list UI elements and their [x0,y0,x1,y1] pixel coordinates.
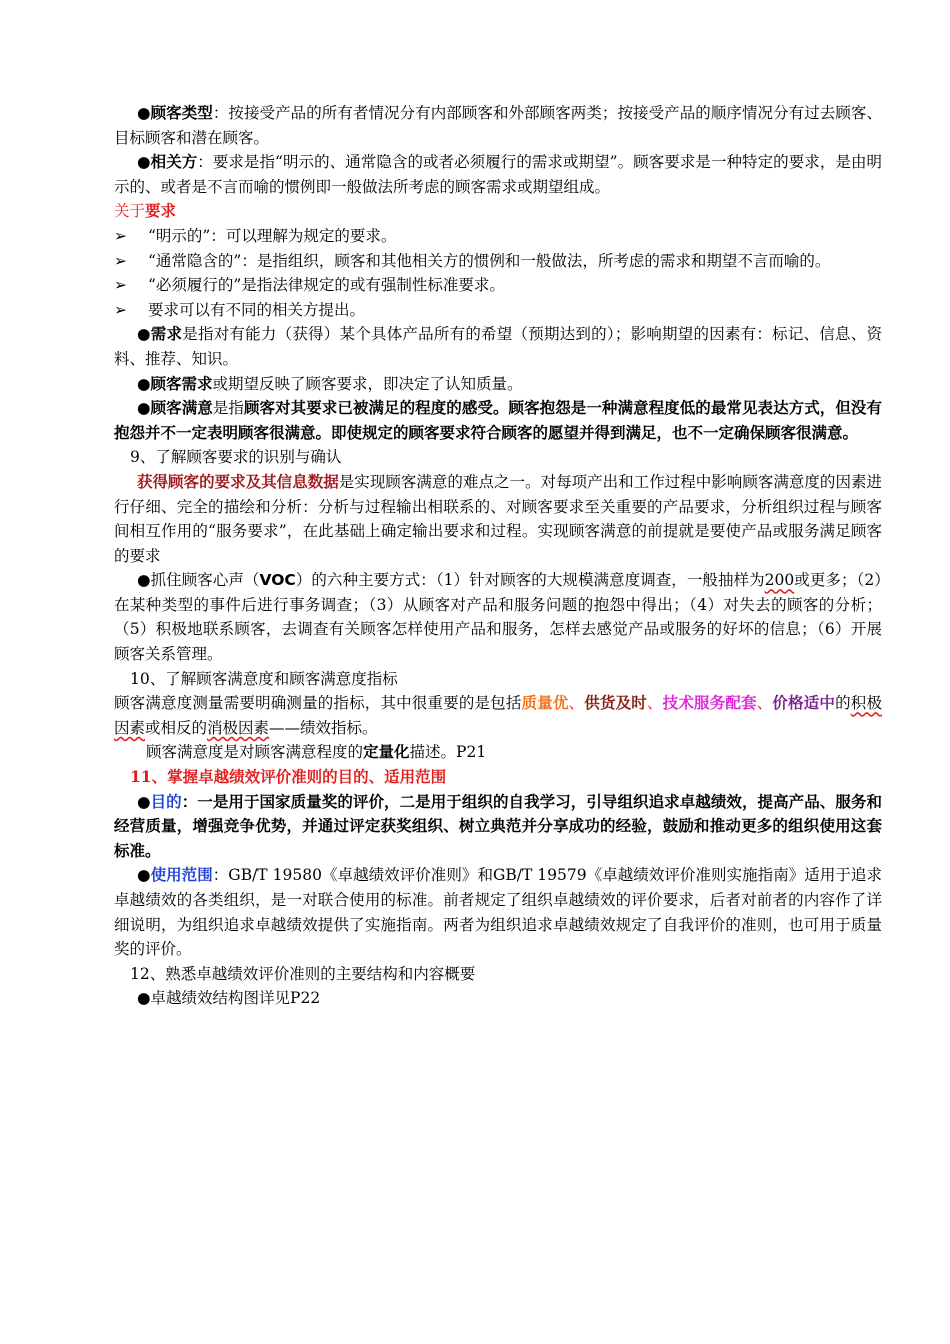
paragraph-satisfaction-indicators: 顾客满意度测量需要明确测量的指标，其中很重要的是包括质量优、供货及时、技术服务配套、价格适中的积极因素或相反的消极因素——绩效指标。 [114,693,882,737]
bullet-icon: ● [137,866,151,885]
paragraph-purpose: ●目的：一是用于国家质量奖的评价，二是用于组织的自我学习，引导组织追求卓越绩效，提高产品、服务和经营质量，增强竞争优势，并通过评定获奖组织、树立典范并分享成功的经验，鼓励和推动更多的组织使用这套标准。 [114,791,882,860]
arrow-bullet-icon: ➢ [114,276,127,295]
bullet-icon: ● [137,399,151,418]
arrow-list-item: ➢ “明示的”：可以理解为规定的要求。 [114,224,882,249]
document-body [114,101,882,1011]
heading-section-11: 11、掌握卓越绩效评价准则的目的、适用范围 [130,767,447,787]
paragraph-customer-satisfaction: ●顾客满意是指顾客对其要求已被满足的程度的感受。顾客抱怨是一种满意程度低的最常见表达方式，但没有抱怨并不一定表明顾客很满意。即使规定的顾客要求符合顾客的愿望并得到满足，也不一定确保顾客很满意。 [114,398,882,442]
paragraph-voc: ●抓住顾客心声（VOC）的六种主要方式：（1）针对顾客的大规模满意度调查，一般抽样为200或更多；（2）在某种类型的事件后进行事务调查；（3）从顾客对产品和服务问题的抱怨中得出；（4）对失去的顾客的分析；（5）积极地联系顾客，去调查有关顾客怎样使用产品和服务，怎样去感觉产品或服务的好坏的信息；（6）开展顾客关系管理。 [114,571,882,664]
arrow-bullet-icon: ➢ [114,226,127,245]
arrow-list-item: ➢ 要求可以有不同的相关方提出。 [114,298,882,323]
bullet-icon: ● [137,571,151,590]
paragraph-obtaining-requirements: 获得顾客的要求及其信息数据是实现顾客满意的难点之一。对每项产出和工作过程中影响顾客满意度的因素进行仔细、完全的描绘和分析：分析与过程输出相联系的、对顾客要求至关重要的产品要求，分析组织过程与顾客间相互作用的“服务要求”，在此基础上确定输出要求和过程。实现顾客满意的前提就是要使产品或服务满足顾客的要求 [114,471,882,565]
paragraph-scope: ●使用范围：GB/T 19580《卓越绩效评价准则》和GB/T 19579《卓越绩效评价准则实施指南》适用于追求卓越绩效的各类组织，是一对联合使用的标准。前者规定了组织卓越绩效的评价要求，后者对前者的内容作了详细说明，为组织追求卓越绩效提供了实施指南。两者为组织追求卓越绩效规定了自我评价的准则，也可用于质量奖的评价。 [114,865,882,959]
paragraph-customer-needs: ●顾客需求或期望反映了顾客要求，即决定了认知质量。 [137,373,523,393]
bullet-icon: ● [137,325,151,344]
bullet-icon: ● [137,374,151,393]
heading-section-9: 9、了解顾客要求的识别与确认 [130,448,342,467]
heading-section-12: 12、熟悉卓越绩效评价准则的主要结构和内容概要 [130,964,476,983]
paragraph-structure-diagram: ●卓越绩效结构图详见P22 [137,989,321,1008]
arrow-list-item: ➢ “通常隐含的”：是指组织，顾客和其他相关方的惯例和一般做法，所考虑的需求和期望不言而喻的。 [114,249,882,274]
heading-about-requirements: 关于要求 [114,201,177,221]
arrow-list-item: ➢ “必须履行的”是指法律规定的或有强制性标准要求。 [114,273,882,298]
bullet-icon: ● [137,153,151,172]
bullet-icon: ● [137,104,151,122]
bullet-icon: ● [137,791,151,811]
heading-section-10: 10、了解顾客满意度和顾客满意度指标 [130,669,398,688]
bullet-icon: ● [137,989,151,1008]
paragraph-needs: ●需求是指对有能力（获得）某个具体产品所有的希望（预期达到的）；影响期望的因素有：标记、信息、资料、推荐、知识。 [114,324,882,368]
paragraph-stakeholders: ●相关方：要求是指“明示的、通常隐含的或者必须履行的需求或期望”。顾客要求是一种特定的要求，是由明示的、或者是不言而喻的惯例即一般做法所考虑的顾客需求或期望组成。 [114,152,882,196]
paragraph-customer-types: ●顾客类型：按接受产品的所有者情况分有内部顾客和外部顾客两类；按接受产品的顺序情况分有过去顾客、目标顾客和潜在顾客。 [114,103,882,147]
term-customer-types: 顾客类型 [150,103,213,122]
arrow-bullet-icon: ➢ [114,300,127,319]
term-stakeholders: 相关方 [150,152,198,172]
paragraph-quantification: 顾客满意度是对顾客满意程度的定量化描述。P21 [146,742,487,762]
arrow-bullet-icon: ➢ [114,251,127,270]
